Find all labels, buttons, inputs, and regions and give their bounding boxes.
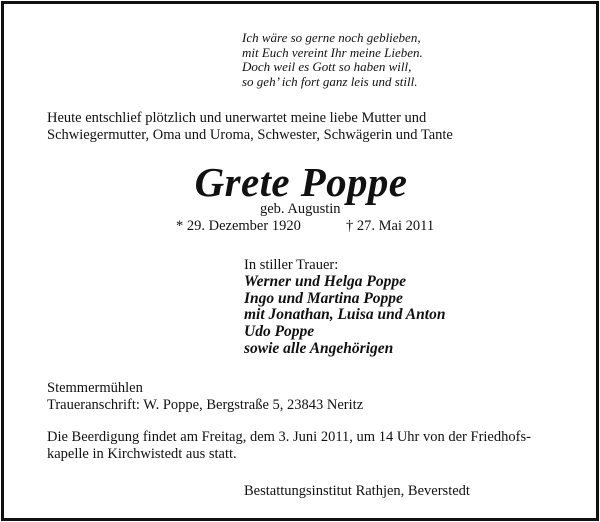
- poem-line: mit Euch vereint Ihr meine Lieben.: [242, 44, 423, 60]
- mourner-name: sowie alle Angehörigen: [244, 339, 394, 357]
- mourner-name: mit Jonathan, Luisa und Anton: [244, 306, 446, 324]
- mourner-name: Ingo und Martina Poppe: [244, 289, 403, 307]
- intro-line: Schwiegermutter, Oma und Uroma, Schwester, Schwägerin und Tante: [47, 126, 453, 143]
- poem-line: so geh’ ich fort ganz leis und still.: [242, 73, 418, 89]
- address-line: Traueranschrift: W. Poppe, Bergstraße 5, 23843 Neritz: [47, 396, 364, 413]
- place: Stemmermühlen: [47, 380, 143, 396]
- funeral-line: kapelle in Kirchwistedt aus statt.: [47, 445, 237, 462]
- poem-line: Doch weil es Gott so haben will,: [242, 59, 412, 75]
- birth-date: * 29. Dezember 1920: [176, 218, 301, 234]
- funeral-line: Die Beerdigung findet am Freitag, dem 3. Juni 2011, um 14 Uhr von der Friedhofs-: [47, 429, 531, 445]
- mourners-list: [244, 274, 445, 358]
- undertaker: Bestattungsinstitut Rathjen, Beverstedt: [244, 483, 470, 499]
- intro-text: [47, 110, 453, 143]
- intro-line: Heute entschlief plötzlich und unerwartet meine liebe Mutter und: [47, 110, 427, 126]
- birth-name: geb. Augustin: [260, 201, 341, 217]
- deceased-name: Grete Poppe: [194, 159, 408, 205]
- funeral-info: [47, 429, 531, 462]
- poem: [242, 31, 423, 89]
- mourner-name: Werner und Helga Poppe: [244, 273, 407, 290]
- mourners-label: In stiller Trauer:: [244, 257, 339, 273]
- obituary-notice: [1, 1, 599, 521]
- poem-line: Ich wäre so gerne noch geblieben,: [242, 30, 421, 45]
- mourner-name: Udo Poppe: [244, 323, 315, 341]
- death-date: † 27. Mai 2011: [346, 218, 435, 234]
- mourning-address: [47, 380, 363, 413]
